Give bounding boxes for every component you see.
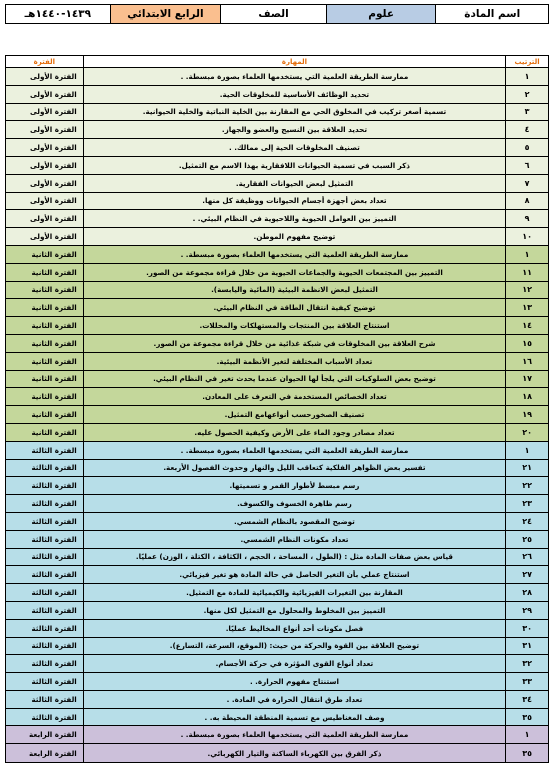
grade-label: الصف [220, 5, 326, 23]
table-row [6, 68, 548, 86]
row-period: الفترة الثالثة [31, 694, 77, 704]
row-period: الفترة الأولى [29, 107, 77, 117]
row-num: ٢٣ [505, 495, 548, 512]
header-num: الترتيب [505, 56, 548, 67]
table-row [6, 264, 548, 282]
row-period: الفترة الثالثة [31, 481, 77, 491]
subject-label: اسم المادة [435, 5, 548, 23]
row-num: ٣٥ [505, 744, 548, 762]
row-skill: فصل مكونات أحد أنواع المخاليط عمليًا. [83, 620, 505, 637]
row-skill: تحديد العلاقة بين النسيج والعضو والجهاز. [83, 121, 505, 138]
row-skill: تسمية أصغر تركيب في المخلوق الحي مع المقارنة بين الخلية النباتية والخلية الحيوانية. [83, 104, 505, 121]
row-num: ٢٧ [505, 566, 548, 583]
row-skill: توضيح بعض السلوكيات التي يلجأ لها الحيوان عندما يحدث تغير في النظام البيئي. [83, 371, 505, 388]
row-num: ١ [505, 442, 548, 459]
table-row [6, 744, 548, 762]
row-num: ٧ [505, 175, 548, 192]
row-period: الفترة الثالثة [31, 499, 77, 509]
row-skill: التمثيل لبعض الحيوانات الفقارية. [83, 175, 505, 192]
subject-value: علوم [326, 5, 436, 23]
table-row [6, 620, 548, 638]
table-row [6, 584, 548, 602]
table-row [6, 228, 548, 246]
table-row [6, 210, 548, 228]
table-row [6, 371, 548, 389]
row-period: الفترة الأولى [29, 232, 77, 242]
row-skill: تعداد بعض أجهزة أجسام الحيوانات ووظيفة كل منها. [83, 193, 505, 210]
row-num: ٣٠ [505, 620, 548, 637]
row-skill: التمييز بين العوامل الحيوية واللاحيوية في النظام البيئي. . [83, 210, 505, 227]
row-period: الفترة الثانية [31, 410, 77, 420]
table-row [6, 495, 548, 513]
table-row [6, 86, 548, 104]
table-row [6, 691, 548, 709]
table-row [6, 638, 548, 656]
row-skill: تعداد الخصائص المستخدمة في التعرف على المعادن. [83, 388, 505, 405]
row-num: ٣٤ [505, 691, 548, 708]
row-period: الفترة الثانية [31, 285, 77, 295]
row-period: الفترة الثالثة [31, 605, 77, 615]
row-num: ٢٢ [505, 477, 548, 494]
row-num: ٢ [505, 86, 548, 103]
row-num: ١ [505, 726, 548, 743]
row-period: الفترة الثالثة [31, 445, 77, 455]
row-skill: التمييز بين المخلوط والمحلول مع التمثيل لكل منها. [83, 602, 505, 619]
row-period: الفترة الثانية [31, 249, 77, 259]
row-skill: توضيح كيفية انتقال الطاقة في النظام البيئي. [83, 299, 505, 316]
row-num: ١ [505, 68, 548, 85]
row-skill: المقارنة بين التغيرات الفيزيائية والكيميائية للمادة مع التمثيل. [83, 584, 505, 601]
skills-table [5, 55, 549, 763]
row-skill: تعداد مصادر وجود الماء على الأرض وكيفية الحصول عليه. [83, 424, 505, 441]
row-skill: تعداد طرق انتقال الحرارة في المادة. . [83, 691, 505, 708]
row-period: الفترة الأولى [29, 143, 77, 153]
header-strip [5, 4, 549, 24]
row-num: ١١ [505, 264, 548, 281]
table-row [6, 335, 548, 353]
row-skill: تحديد الوظائف الأساسية للمخلوقات الحية. [83, 86, 505, 103]
row-skill: التمييز بين المجتمعات الحيوية والجماعات الحيوية من خلال قراءة مجموعة من الصور. [83, 264, 505, 281]
table-row [6, 513, 548, 531]
row-num: ١٩ [505, 406, 548, 423]
table-row [6, 477, 548, 495]
row-num: ١٧ [505, 371, 548, 388]
row-num: ٣ [505, 104, 548, 121]
row-period: الفترة الثالثة [31, 552, 77, 562]
table-header-row [6, 56, 548, 68]
row-num: ١٤ [505, 317, 548, 334]
table-row [6, 246, 548, 264]
row-skill: تفسير بعض الظواهر الفلكية كتعاقب الليل والنهار وحدوث الفصول الأربعة. [83, 460, 505, 477]
table-row [6, 424, 548, 442]
row-period: الفترة الثالثة [31, 676, 77, 686]
row-num: ٢١ [505, 460, 548, 477]
row-period: الفترة الثانية [31, 267, 77, 277]
row-skill: رسم مبسط لأطوار القمر و تسميتها. [83, 477, 505, 494]
row-num: ٥ [505, 139, 548, 156]
row-period: الفترة الثالثة [31, 623, 77, 633]
table-row [6, 388, 548, 406]
row-skill: وصف المغناطيس مع تسمية المنطقة المحيطة به. . [83, 709, 505, 726]
row-period: الفترة الرابعة [29, 730, 77, 740]
table-row [6, 139, 548, 157]
table-row [6, 406, 548, 424]
table-row [6, 673, 548, 691]
table-row [6, 655, 548, 673]
row-period: الفترة الأولى [29, 214, 77, 224]
row-period: الفترة الأولى [29, 89, 77, 99]
row-skill: رسم ظاهرة الخسوف والكسوف. [83, 495, 505, 512]
row-period: الفترة الأولى [29, 160, 77, 170]
table-body [6, 68, 548, 762]
row-num: ٩ [505, 210, 548, 227]
table-row [6, 317, 548, 335]
row-skill: توضيح المقصود بالنظام الشمسي. [83, 513, 505, 530]
table-row [6, 531, 548, 549]
row-num: ٣٣ [505, 673, 548, 690]
table-row [6, 121, 548, 139]
table-row [6, 157, 548, 175]
row-skill: ذكر الفرق بين الكهرباء الساكنة والتيار الكهربائي. [83, 744, 505, 762]
row-num: ١٥ [505, 335, 548, 352]
row-period: الفترة الثانية [31, 338, 77, 348]
table-row [6, 549, 548, 567]
header-skill: المهارة [83, 56, 505, 67]
row-num: ٢٨ [505, 584, 548, 601]
row-period: الفترة الثالثة [31, 516, 77, 526]
row-num: ٢٩ [505, 602, 548, 619]
row-skill: تعداد الأسباب المختلفة لتغير الأنظمة البيئية. [83, 353, 505, 370]
row-period: الفترة الثالثة [31, 659, 77, 669]
row-skill: شرح العلاقة بين المخلوقات في شبكة غذائية من خلال قراءة مجموعة من الصور. [83, 335, 505, 352]
table-row [6, 726, 548, 744]
row-num: ١ [505, 246, 548, 263]
row-period: الفترة الثالثة [31, 712, 77, 722]
row-period: الفترة الأولى [29, 196, 77, 206]
row-num: ٢٦ [505, 549, 548, 566]
row-num: ٣٥ [505, 709, 548, 726]
table-row [6, 566, 548, 584]
row-period: الفترة الثانية [31, 374, 77, 384]
row-num: ٢٥ [505, 531, 548, 548]
table-row [6, 602, 548, 620]
table-row [6, 282, 548, 300]
grade-value: الرابع الابتدائي [110, 5, 221, 23]
row-skill: تصنيف الصخورحسب أنواعهامع التمثيل. [83, 406, 505, 423]
table-row [6, 460, 548, 478]
row-period: الفترة الثالثة [31, 641, 77, 651]
row-period: الفترة الأولى [29, 178, 77, 188]
academic-year: ١٤٣٩-١٤٤٠هـ [6, 5, 110, 23]
row-period: الفترة الثانية [31, 427, 77, 437]
row-skill: توضيح العلاقة بين القوة والحركة من حيث: (الموقع، السرعة، التسارع). [83, 638, 505, 655]
row-num: ١٠ [505, 228, 548, 245]
row-period: الفترة الثالثة [31, 588, 77, 597]
table-row [6, 442, 548, 460]
row-period: الفترة الرابعة [29, 748, 77, 758]
row-num: ٣١ [505, 638, 548, 655]
row-period: الفترة الثانية [31, 356, 77, 366]
row-period: الفترة الثالثة [31, 570, 77, 580]
row-skill: ممارسة الطريقة العلمية التي يستخدمها العلماء بصورة مبسطة. . [83, 442, 505, 459]
table-row [6, 299, 548, 317]
row-num: ١٣ [505, 299, 548, 316]
row-skill: ممارسة الطريقة العلمية التي يستخدمها العلماء بصورة مبسطة. . [83, 246, 505, 263]
header-period: الفترة [33, 57, 56, 66]
row-skill: قياس بعض صفات المادة مثل : (الطول ، المساحة ، الحجم ، الكثافة ، الكتلة ، الوزن) عمليًا. [83, 549, 505, 566]
row-skill: ممارسة الطريقة العلمية التي يستخدمها العلماء بصورة مبسطة. . [83, 726, 505, 743]
row-num: ٤ [505, 121, 548, 138]
row-period: الفترة الثانية [31, 321, 77, 331]
table-row [6, 353, 548, 371]
row-num: ٦ [505, 157, 548, 174]
row-period: الفترة الأولى [29, 125, 77, 135]
row-period: الفترة الثانية [31, 392, 77, 402]
row-num: ١٨ [505, 388, 548, 405]
table-row [6, 175, 548, 193]
row-num: ٢٠ [505, 424, 548, 441]
row-num: ١٦ [505, 353, 548, 370]
row-num: ١٢ [505, 282, 548, 299]
row-skill: التمثيل لبعض الانظمة البيئية (المائية واليابسة). [83, 282, 505, 299]
row-period: الفترة الثالثة [31, 463, 77, 473]
row-skill: تعداد أنواع القوى المؤثرة في حركة الأجسام. [83, 655, 505, 672]
row-num: ٣٢ [505, 655, 548, 672]
row-skill: تعداد مكونات النظام الشمسي. [83, 531, 505, 548]
row-skill: استنتاج مفهوم الحرارة. . [83, 673, 505, 690]
row-skill: استنتاج عملي بأن التغير الحاصل في حالة المادة هو تغير فيزيائي. [83, 566, 505, 583]
row-skill: ممارسة الطريقة العلمية التي يستخدمها العلماء بصورة مبسطة. . [83, 68, 505, 85]
row-period: الفترة الأولى [29, 71, 77, 81]
row-skill: استنتاج العلاقة بين المنتجات والمستهلكات والمحللات. [83, 317, 505, 334]
row-skill: ذكر السبب في تسمية الحيوانات اللافقارية بهذا الاسم مع التمثيل. [83, 157, 505, 174]
table-row [6, 104, 548, 122]
row-num: ٢٤ [505, 513, 548, 530]
table-row [6, 709, 548, 727]
row-num: ٨ [505, 193, 548, 210]
table-row [6, 193, 548, 211]
row-skill: تصنيف المخلوقات الحية إلى ممالك. . [83, 139, 505, 156]
row-skill: توضيح مفهوم الموطن. [83, 228, 505, 245]
row-period: الفترة الثانية [31, 303, 77, 313]
row-period: الفترة الثالثة [31, 534, 77, 544]
